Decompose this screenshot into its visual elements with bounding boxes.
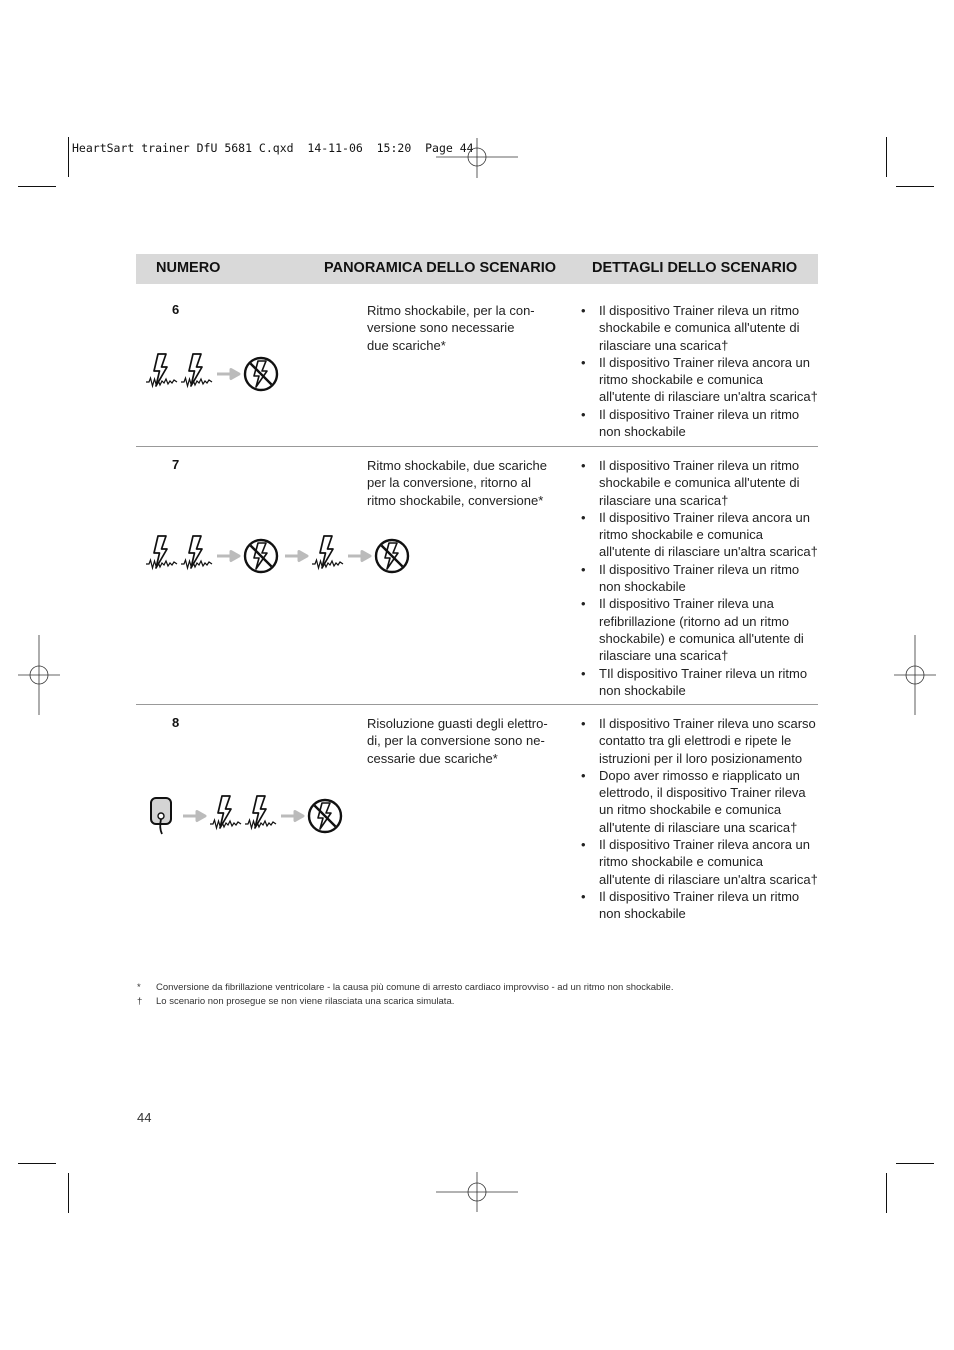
detail-item: • TIl dispositivo Trainer rileva un ritmo non shockabile — [581, 665, 808, 698]
detail-item: • Il dispositivo Trainer rileva uno scarso contatto tra gli elettrodi e ripete le istruzioni per il loro posizionamento — [581, 716, 816, 766]
row-divider — [136, 446, 818, 447]
scenario-overview: Ritmo shockabile, per la con- versione sono necessarie due scariche* — [367, 303, 535, 353]
arrow-icon — [217, 370, 239, 379]
rhythm-sequence — [145, 352, 283, 400]
crop-mark — [886, 137, 887, 177]
no-shock-icon — [309, 800, 341, 832]
scenario-overview: Risoluzione guasti degli elettro- di, per la conversione sono ne- cessarie due scariche* — [367, 716, 548, 766]
registration-mark-icon — [18, 635, 60, 715]
scenario-details — [580, 457, 820, 699]
rhythm-sequence — [145, 794, 347, 842]
shockable-rhythm-icon — [181, 536, 212, 568]
footnote: † Lo scenario non prosegue se non viene rilasciata una scarica simulata. — [137, 996, 455, 1007]
registration-mark-icon — [894, 635, 936, 715]
crop-mark — [68, 1173, 69, 1213]
registration-mark-icon — [436, 138, 518, 178]
arrow-icon — [281, 812, 303, 821]
scenario-number: 6 — [172, 302, 180, 317]
arrow-icon — [183, 812, 205, 821]
arrow-icon — [217, 552, 239, 561]
arrow-icon — [285, 552, 307, 561]
rhythm-sequence — [145, 534, 414, 582]
scenario-number: 7 — [172, 457, 180, 472]
detail-item: • Il dispositivo Trainer rileva ancora un ritmo shockabile e comunica all'utente di rilasciare un'altra scarica† — [581, 509, 818, 560]
crop-mark — [68, 137, 69, 177]
page-number: 44 — [137, 1110, 152, 1125]
crop-mark — [18, 1163, 56, 1164]
shockable-rhythm-icon — [312, 536, 343, 568]
crop-mark — [896, 186, 934, 187]
shockable-rhythm-icon — [146, 354, 177, 386]
header-dettagli: DETTAGLI DELLO SCENARIO — [592, 260, 798, 276]
detail-item: • Il dispositivo Trainer rileva un ritmo non shockabile — [581, 888, 800, 922]
crop-mark — [896, 1163, 934, 1164]
detail-item: • Il dispositivo Trainer rileva una refibrillazione (ritorno ad un ritmo shockabile) e comunica all'utente di rilasciare una scarica† — [581, 596, 804, 664]
shockable-rhythm-icon — [181, 354, 212, 386]
crop-mark — [886, 1173, 887, 1213]
table-header — [136, 254, 818, 284]
detail-item: • Il dispositivo Trainer rileva ancora un ritmo shockabile e comunica all'utente di rilasciare un'altra scarica† — [581, 354, 818, 405]
detail-item: • Il dispositivo Trainer rileva un ritmo shockabile e comunica all'utente di rilasciare una scarica† — [581, 303, 800, 353]
no-shock-icon — [245, 540, 277, 572]
detail-item: • Il dispositivo Trainer rileva un ritmo non shockabile — [581, 561, 800, 595]
detail-item: • Il dispositivo Trainer rileva un ritmo shockabile e comunica all'utente di rilasciare una scarica† — [581, 458, 800, 508]
scenario-number: 8 — [172, 715, 180, 730]
registration-mark-icon — [436, 1172, 518, 1212]
detail-item: • Il dispositivo Trainer rileva ancora un ritmo shockabile e comunica all'utente di rilasciare un'altra scarica† — [581, 837, 818, 887]
scenario-details — [580, 302, 820, 440]
crop-mark — [18, 186, 56, 187]
no-shock-icon — [245, 358, 277, 390]
scenario-overview: Ritmo shockabile, due scariche per la conversione, ritorno al ritmo shockabile, conversione* — [367, 458, 547, 508]
detail-item: • Il dispositivo Trainer rileva un ritmo non shockabile — [581, 406, 800, 440]
detail-item: • Dopo aver rimosso e riapplicato un elettrodo, il dispositivo Trainer rileva un ritmo shockabile e comunica all'utente di rilasciare una scarica† — [581, 767, 806, 835]
scenario-details — [580, 715, 820, 923]
row-divider — [136, 704, 818, 705]
arrow-icon — [348, 552, 370, 561]
shockable-rhythm-icon — [146, 536, 177, 568]
header-numero: NUMERO — [156, 260, 221, 276]
file-slug: HeartSart trainer DfU 5681 C.qxd 14-11-06 15:20 Page 44 — [72, 141, 474, 155]
shockable-rhythm-icon — [210, 796, 241, 828]
no-shock-icon — [376, 540, 408, 572]
header-panoramica: PANORAMICA DELLO SCENARIO — [324, 260, 556, 276]
footnote: * Conversione da fibrillazione ventricolare - la causa più comune di arresto cardiaco improvviso - ad un ritmo non shockabile. — [137, 982, 674, 993]
shockable-rhythm-icon — [245, 796, 276, 828]
electrode-pad-icon — [151, 798, 171, 834]
